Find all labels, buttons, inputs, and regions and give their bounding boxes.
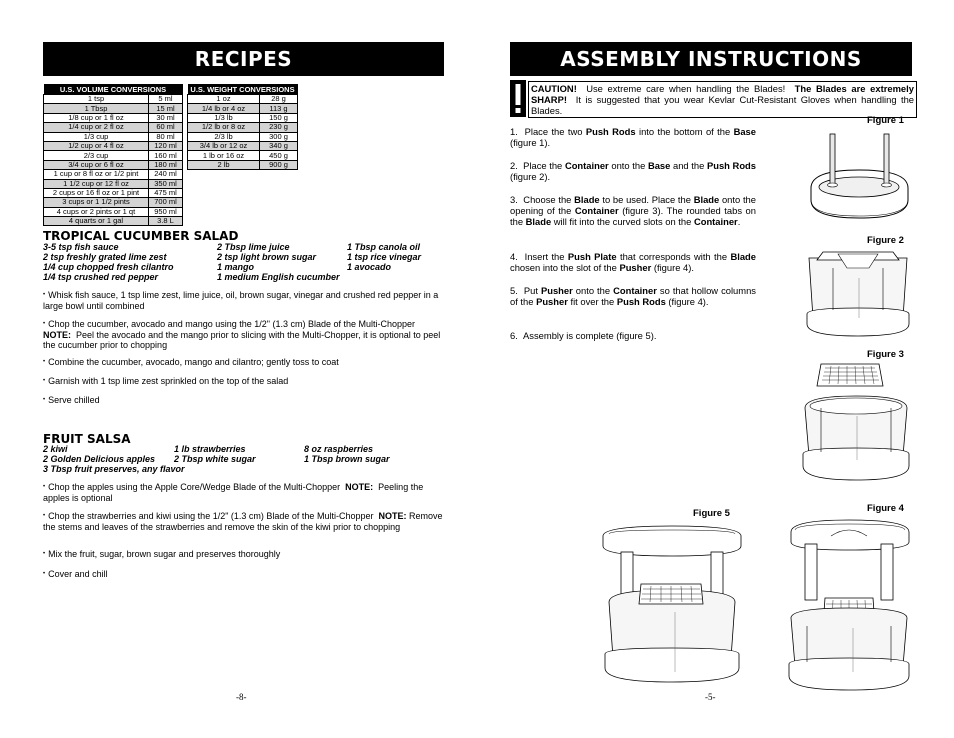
step-term: Push Rods bbox=[616, 296, 666, 307]
step-text: onto the opening of the bbox=[510, 194, 756, 216]
ingredient: 2 tsp light brown sugar bbox=[217, 252, 317, 262]
step-term: Push Plate bbox=[567, 251, 617, 262]
conversion-metric-value: 450 g bbox=[260, 151, 298, 160]
weight-row bbox=[188, 141, 298, 150]
step-text: fit over the bbox=[567, 296, 617, 307]
assembly-step bbox=[510, 330, 756, 341]
step-term: Blade bbox=[730, 251, 756, 262]
volume-row bbox=[44, 151, 183, 160]
conversion-metric-value: 60 ml bbox=[149, 123, 183, 132]
ingredient: 1 avocado bbox=[347, 262, 392, 272]
salad-title: TROPICAL CUCUMBER SALAD bbox=[43, 229, 239, 243]
step-term: Base bbox=[647, 160, 671, 171]
conversion-metric-value: 340 g bbox=[260, 141, 298, 150]
salad-step: • Whisk fish sauce, 1 tsp lime zest, lime juice, oil, brown sugar, vinegar and crushed red pepper in a large bowl until combined bbox=[43, 290, 439, 311]
step-term: Pusher bbox=[619, 262, 652, 273]
conversion-metric-value: 950 ml bbox=[149, 207, 183, 216]
caution-box: CAUTION! Use extreme care when handling the Blades! The Blades are extremely SHARP! It is suggested that you wear Kevlar Cut-Resistant Gloves when handling the Blades. bbox=[528, 81, 917, 118]
ingredient: 2 Tbsp lime juice bbox=[217, 242, 290, 252]
conversion-metric-value: 180 ml bbox=[149, 160, 183, 169]
salsa-step: • Chop the strawberries and kiwi using the 1/2" (1.3 cm) Blade of the Multi-Chopper NOTE: Remove the stems and leaves of the strawberries and remove the skin of the kiwi prior to chopping bbox=[43, 511, 443, 532]
salad-step: • Chop the cucumber, avocado and mango using the 1/2" (1.3 cm) Blade of the Multi-Chopper NOTE: Peel the avocado and the mango prior to slicing with the Multi-Chopper, it is optional to peel the cucumber prior to chopping bbox=[43, 319, 441, 350]
figure-4-pusher-above-container bbox=[787, 516, 913, 694]
conversion-us-measure: 4 quarts or 1 gal bbox=[44, 217, 149, 226]
step-text: onto the bbox=[572, 285, 614, 296]
salsa-step: • Chop the apples using the Apple Core/Wedge Blade of the Multi-Chopper NOTE: Peeling the apples is optional bbox=[43, 482, 424, 503]
volume-conversions-table bbox=[43, 84, 183, 226]
weight-table-header: U.S. WEIGHT CONVERSIONS bbox=[188, 84, 298, 95]
weight-row bbox=[188, 132, 298, 141]
conversion-metric-value: 230 g bbox=[260, 123, 298, 132]
conversion-us-measure: 1/8 cup or 1 fl oz bbox=[44, 113, 149, 122]
conversion-metric-value: 160 ml bbox=[149, 151, 183, 160]
figure-2-container-on-base bbox=[803, 248, 913, 340]
step-text: to be used. Place the bbox=[599, 194, 694, 205]
figure-3-blade-on-container bbox=[799, 360, 913, 484]
salsa-title: FRUIT SALSA bbox=[43, 432, 131, 446]
volume-row bbox=[44, 132, 183, 141]
step-term: Blade bbox=[693, 194, 720, 205]
conversion-us-measure: 1/3 cup bbox=[44, 132, 149, 141]
ingredient: 1 Tbsp brown sugar bbox=[304, 454, 390, 464]
step-text: Insert the bbox=[524, 251, 568, 262]
conversion-us-measure: 3/4 cup or 6 fl oz bbox=[44, 160, 149, 169]
volume-row bbox=[44, 217, 183, 226]
step-term: Base bbox=[733, 126, 756, 137]
assembly-step bbox=[510, 285, 756, 307]
conversion-us-measure: 1/2 lb or 8 oz bbox=[188, 123, 260, 132]
step-term: Push Rods bbox=[706, 160, 756, 171]
step-term: Container bbox=[613, 285, 657, 296]
warning-icon bbox=[510, 80, 526, 117]
volume-row bbox=[44, 188, 183, 197]
step-text: (figure 4). bbox=[665, 296, 709, 307]
salad-step: • Serve chilled bbox=[43, 395, 100, 405]
step-number: 1. bbox=[510, 126, 518, 137]
volume-row bbox=[44, 104, 183, 113]
conversion-us-measure: 3 cups or 1 1/2 pints bbox=[44, 198, 149, 207]
conversion-us-measure: 1 lb or 16 oz bbox=[188, 151, 260, 160]
assembly-banner: ASSEMBLY INSTRUCTIONS bbox=[510, 42, 912, 76]
salad-step: • Combine the cucumber, avocado, mango and cilantro; gently toss to coat bbox=[43, 357, 339, 367]
weight-row bbox=[188, 160, 298, 169]
step-number: 6. bbox=[510, 330, 518, 341]
figure-5-assembled-chopper bbox=[601, 522, 743, 688]
ingredient: 3 Tbsp fruit preserves, any flavor bbox=[43, 464, 185, 474]
volume-row bbox=[44, 179, 183, 188]
page-number: -5- bbox=[705, 692, 716, 702]
assembly-step bbox=[510, 194, 756, 227]
step-text: (figure 2). bbox=[510, 171, 551, 182]
step-number: 5. bbox=[510, 285, 518, 296]
volume-row bbox=[44, 141, 183, 150]
ingredient: 1/4 tsp crushed red pepper bbox=[43, 272, 159, 282]
conversion-metric-value: 113 g bbox=[260, 104, 298, 113]
conversion-metric-value: 475 ml bbox=[149, 188, 183, 197]
conversion-metric-value: 120 ml bbox=[149, 141, 183, 150]
ingredient: 2 tsp freshly grated lime zest bbox=[43, 252, 167, 262]
conversion-metric-value: 15 ml bbox=[149, 104, 183, 113]
conversion-metric-value: 350 ml bbox=[149, 179, 183, 188]
step-term: Blade bbox=[525, 216, 552, 227]
step-text: and the bbox=[670, 160, 707, 171]
conversion-us-measure: 4 cups or 2 pints or 1 qt bbox=[44, 207, 149, 216]
conversion-us-measure: 1 1/2 cup or 12 fl oz bbox=[44, 179, 149, 188]
ingredient: 1 Tbsp canola oil bbox=[347, 242, 421, 252]
conversion-us-measure: 1/3 lb bbox=[188, 113, 260, 122]
step-number: 3. bbox=[510, 194, 518, 205]
weight-row bbox=[188, 95, 298, 104]
step-text: that corresponds with the bbox=[616, 251, 731, 262]
volume-row bbox=[44, 160, 183, 169]
ingredient: 3-5 tsp fish sauce bbox=[43, 242, 119, 252]
conversion-us-measure: 2 lb bbox=[188, 160, 260, 169]
salsa-ingredients bbox=[43, 444, 443, 474]
conversion-us-measure: 1 Tbsp bbox=[44, 104, 149, 113]
step-text: Put bbox=[523, 285, 541, 296]
step-term: Pusher bbox=[540, 285, 573, 296]
figure-3-label: Figure 3 bbox=[867, 349, 904, 360]
recipes-banner: RECIPES bbox=[43, 42, 444, 76]
conversion-us-measure: 1 tsp bbox=[44, 95, 149, 104]
weight-row bbox=[188, 151, 298, 160]
step-text: (figure 1). bbox=[510, 137, 551, 148]
salsa-step: • Cover and chill bbox=[43, 569, 108, 579]
weight-conversions-table bbox=[187, 84, 298, 170]
conversion-metric-value: 3.8 L bbox=[149, 217, 183, 226]
caution-label: CAUTION! bbox=[531, 83, 577, 94]
step-term: Pusher bbox=[536, 296, 568, 307]
assembly-step bbox=[510, 126, 756, 148]
figure-5-label: Figure 5 bbox=[693, 508, 730, 519]
conversion-us-measure: 2/3 cup bbox=[44, 151, 149, 160]
conversion-metric-value: 300 g bbox=[260, 132, 298, 141]
conversion-metric-value: 30 ml bbox=[149, 113, 183, 122]
step-term: Container bbox=[574, 205, 619, 216]
salsa-step: • Mix the fruit, sugar, brown sugar and preserves thoroughly bbox=[43, 549, 281, 559]
conversion-us-measure: 1 oz bbox=[188, 95, 260, 104]
salad-step: • Garnish with 1 tsp lime zest sprinkled on the top of the salad bbox=[43, 376, 289, 386]
step-term: Container bbox=[564, 160, 609, 171]
conversion-us-measure: 2/3 lb bbox=[188, 132, 260, 141]
volume-row bbox=[44, 113, 183, 122]
ingredient: 1 medium English cucumber bbox=[217, 272, 340, 282]
step-text: will fit into the curved slots on the bbox=[551, 216, 694, 227]
conversion-us-measure: 1/4 cup or 2 fl oz bbox=[44, 123, 149, 132]
conversion-metric-value: 80 ml bbox=[149, 132, 183, 141]
step-text: onto the bbox=[608, 160, 648, 171]
step-number: 4. bbox=[510, 251, 518, 262]
conversion-us-measure: 2 cups or 16 fl oz or 1 pint bbox=[44, 188, 149, 197]
ingredient: 2 kiwi bbox=[43, 444, 68, 454]
ingredient: 2 Golden Delicious apples bbox=[43, 454, 156, 464]
conversion-metric-value: 700 ml bbox=[149, 198, 183, 207]
figure-2-label: Figure 2 bbox=[867, 235, 904, 246]
step-text: Assembly is complete (figure 5). bbox=[523, 330, 657, 341]
conversion-metric-value: 5 ml bbox=[149, 95, 183, 104]
step-text: . bbox=[737, 216, 741, 227]
step-text: Place the bbox=[523, 160, 565, 171]
ingredient: 8 oz raspberries bbox=[304, 444, 374, 454]
ingredient: 1 tsp rice vinegar bbox=[347, 252, 422, 262]
volume-row bbox=[44, 123, 183, 132]
step-text: chosen into the slot of the bbox=[510, 262, 620, 273]
step-text: into the bottom of the bbox=[635, 126, 734, 137]
step-text: Choose the bbox=[523, 194, 575, 205]
conversion-metric-value: 900 g bbox=[260, 160, 298, 169]
conversion-us-measure: 1 cup or 8 fl oz or 1/2 pint bbox=[44, 170, 149, 179]
conversion-metric-value: 240 ml bbox=[149, 170, 183, 179]
assembly-step bbox=[510, 251, 756, 273]
weight-row bbox=[188, 123, 298, 132]
weight-row bbox=[188, 113, 298, 122]
conversion-us-measure: 1/4 lb or 4 oz bbox=[188, 104, 260, 113]
figure-1-base-with-push-rods bbox=[807, 128, 912, 224]
volume-row bbox=[44, 95, 183, 104]
figure-1-label: Figure 1 bbox=[867, 115, 904, 126]
step-text: (figure 3). The rounded tabs on the bbox=[510, 205, 756, 227]
weight-row bbox=[188, 104, 298, 113]
assembly-step bbox=[510, 160, 756, 182]
step-text: so that hollow columns of the bbox=[510, 285, 756, 307]
step-text: Place the two bbox=[524, 126, 586, 137]
volume-row bbox=[44, 170, 183, 179]
volume-table-header: U.S. VOLUME CONVERSIONS bbox=[44, 84, 183, 95]
volume-row bbox=[44, 207, 183, 216]
salad-ingredients bbox=[43, 242, 443, 282]
step-term: Blade bbox=[574, 194, 600, 205]
conversion-us-measure: 3/4 lb or 12 oz bbox=[188, 141, 260, 150]
conversion-metric-value: 28 g bbox=[260, 95, 298, 104]
ingredient: 1 mango bbox=[217, 262, 255, 272]
step-text: (figure 4). bbox=[651, 262, 694, 273]
step-number: 2. bbox=[510, 160, 518, 171]
ingredient: 1/4 cup chopped fresh cilantro bbox=[43, 262, 174, 272]
volume-row bbox=[44, 198, 183, 207]
conversion-metric-value: 150 g bbox=[260, 113, 298, 122]
conversion-us-measure: 1/2 cup or 4 fl oz bbox=[44, 141, 149, 150]
page-number: -8- bbox=[236, 692, 247, 702]
ingredient: 1 lb strawberries bbox=[174, 444, 246, 454]
ingredient: 2 Tbsp white sugar bbox=[174, 454, 256, 464]
figure-4-label: Figure 4 bbox=[867, 503, 904, 514]
step-term: Push Rods bbox=[585, 126, 636, 137]
assembly-page bbox=[477, 0, 954, 738]
step-term: Container bbox=[693, 216, 738, 227]
